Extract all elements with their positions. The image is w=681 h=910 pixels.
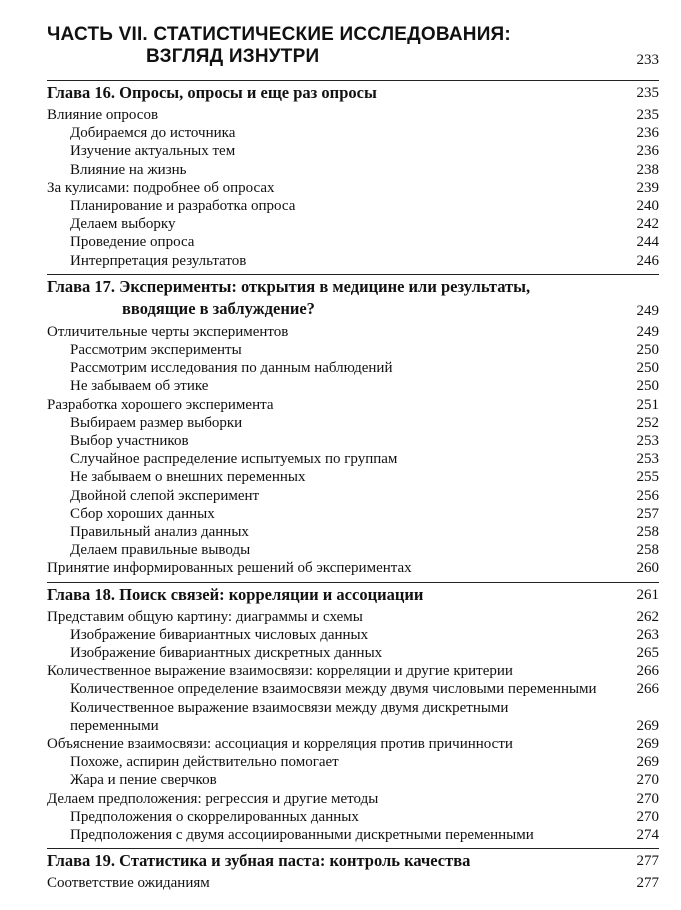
chapter-divider bbox=[47, 80, 659, 81]
toc-page-number: 266 bbox=[636, 663, 659, 680]
toc-entry-title: Планирование и разработка опроса bbox=[70, 198, 296, 214]
toc-page-number: 253 bbox=[636, 433, 659, 449]
toc-page-number: 260 bbox=[636, 560, 659, 577]
toc-entry-title: Изучение актуальных тем bbox=[70, 143, 236, 160]
toc-page-number: 261 bbox=[636, 586, 659, 603]
toc-page-number: 250 bbox=[636, 360, 659, 377]
toc-entry-title: Добираемся до источника bbox=[70, 125, 236, 142]
chapter-divider bbox=[47, 848, 659, 849]
part-title-line2: ВЗГЛЯД ИЗНУТРИ bbox=[146, 46, 320, 67]
toc-page-number: 277 bbox=[636, 875, 659, 892]
toc-entry-title: Разработка хорошего эксперимента bbox=[47, 396, 274, 413]
toc-entry-title: Не забываем об этике bbox=[70, 378, 209, 395]
toc-entry-title: Выбираем размер выборки bbox=[70, 414, 243, 431]
toc-page-number: 266 bbox=[636, 681, 659, 698]
toc-page-number: 269 bbox=[636, 717, 659, 734]
toc-entry-title: Отличительные черты экспериментов bbox=[47, 323, 289, 340]
toc-page-number: 270 bbox=[636, 772, 659, 789]
toc-page-number: 252 bbox=[636, 414, 659, 431]
toc-page-number: 255 bbox=[636, 469, 659, 486]
toc-page-number: 242 bbox=[636, 216, 659, 233]
part-title-line1: ЧАСТЬ VII. СТАТИСТИЧЕСКИЕ ИССЛЕДОВАНИЯ: bbox=[47, 24, 511, 45]
toc-entry-title: Делаем предположения: регрессия и другие методы bbox=[47, 790, 379, 807]
toc-entry-title: Количественное определение взаимосвязи между двумя числовыми переменными bbox=[70, 681, 597, 698]
toc-entry-title: Влияние опросов bbox=[47, 107, 159, 123]
toc-entry-title: Глава 16. Опросы, опросы и еще раз опросы bbox=[47, 83, 377, 102]
toc-page-number: 270 bbox=[636, 790, 659, 807]
toc-entry-title: Рассмотрим исследования по данным наблюдений bbox=[70, 360, 393, 377]
toc-page-number: 235 bbox=[636, 85, 659, 101]
toc-entry-title: Глава 18. Поиск связей: корреляции и ассоциации bbox=[47, 584, 424, 604]
toc-page-number: 253 bbox=[636, 451, 659, 468]
toc-entry-title: Представим общую картину: диаграммы и схемы bbox=[47, 608, 363, 625]
toc-entry-title: Выбор участников bbox=[70, 433, 189, 449]
part-page-number: 233 bbox=[636, 52, 659, 68]
toc-entry-title: Рассмотрим эксперименты bbox=[70, 342, 242, 358]
toc-page-number: 258 bbox=[636, 542, 659, 559]
toc-entry-title: Проведение опроса bbox=[70, 234, 195, 251]
toc-entry-title: Глава 17. Эксперименты: открытия в медицине или результаты, bbox=[47, 276, 531, 296]
toc-entry-title: Количественное выражение взаимосвязи: корреляции и другие критерии bbox=[47, 663, 513, 680]
toc-page-number: 249 bbox=[636, 302, 659, 319]
part-title bbox=[47, 24, 511, 68]
toc-entry-title: Правильный анализ данных bbox=[70, 524, 249, 540]
toc-page-number: 256 bbox=[636, 487, 659, 504]
toc-entry-title: Случайное распределение испытуемых по группам bbox=[70, 451, 398, 468]
toc-entry-title: Изображение бивариантных числовых данных bbox=[70, 626, 369, 643]
toc-page-number: 269 bbox=[636, 754, 659, 771]
toc-page-number: 269 bbox=[636, 736, 659, 752]
toc-page-number: 258 bbox=[636, 524, 659, 540]
toc-page-number: 265 bbox=[636, 645, 659, 661]
toc-page-number: 251 bbox=[636, 396, 659, 413]
toc-entry-title: Количественное выражение взаимосвязи между двумя дискретными bbox=[70, 699, 509, 716]
toc-entry-title: Жара и пение сверчков bbox=[70, 772, 217, 789]
toc-page-number: 277 bbox=[636, 853, 659, 870]
toc-page-number: 257 bbox=[636, 505, 659, 522]
chapter-divider bbox=[47, 274, 659, 275]
toc-entry-title-continued: переменными bbox=[70, 717, 159, 734]
toc-entry-title: Делаем правильные выводы bbox=[70, 542, 251, 559]
toc-entry-title: Влияние на жизнь bbox=[70, 161, 187, 178]
toc-entry-title-continued: вводящие в заблуждение? bbox=[122, 298, 315, 318]
toc-entry-title: Принятие информированных решений об экспериментах bbox=[47, 560, 412, 577]
toc-entry-title: Предположения с двумя ассоциированными дискретными переменными bbox=[70, 827, 534, 843]
toc-page-number: 236 bbox=[636, 125, 659, 142]
toc-page-number: 270 bbox=[636, 808, 659, 825]
toc-entry-title: Делаем выборку bbox=[70, 216, 176, 233]
toc-page-number: 250 bbox=[636, 342, 659, 358]
toc-page-number: 262 bbox=[636, 608, 659, 625]
toc-page-number: 274 bbox=[636, 827, 659, 843]
toc-entry-title: Похоже, аспирин действительно помогает bbox=[70, 754, 339, 771]
toc-page-number: 244 bbox=[636, 234, 659, 251]
toc-entry-title: Глава 19. Статистика и зубная паста: контроль качества bbox=[47, 851, 471, 871]
toc-entry-title: Сбор хороших данных bbox=[70, 505, 215, 522]
toc-page-number: 238 bbox=[636, 161, 659, 178]
toc-entry-title: Изображение бивариантных дискретных данных bbox=[70, 645, 383, 661]
toc-page-number: 239 bbox=[636, 179, 659, 196]
toc-entry-title: Двойной слепой эксперимент bbox=[70, 487, 260, 504]
chapter-divider bbox=[47, 582, 659, 583]
toc-entry-title: Не забываем о внешних переменных bbox=[70, 469, 306, 486]
toc-page-number: 250 bbox=[636, 378, 659, 395]
toc-entry-title: Объяснение взаимосвязи: ассоциация и корреляция против причинности bbox=[47, 736, 513, 752]
toc-entry-title: Интерпретация результатов bbox=[70, 252, 247, 269]
toc-entry-title: Соответствие ожиданиям bbox=[47, 875, 210, 892]
toc-page-number: 236 bbox=[636, 143, 659, 160]
toc-entry-title: За кулисами: подробнее об опросах bbox=[47, 179, 275, 196]
toc-page-number: 249 bbox=[636, 323, 659, 340]
toc-page-number: 263 bbox=[636, 626, 659, 643]
toc-entry-title: Предположения о скоррелированных данных bbox=[70, 808, 359, 825]
toc-page-number: 246 bbox=[636, 252, 659, 269]
toc-page-number: 240 bbox=[636, 198, 659, 214]
toc-page-number: 235 bbox=[636, 107, 659, 123]
